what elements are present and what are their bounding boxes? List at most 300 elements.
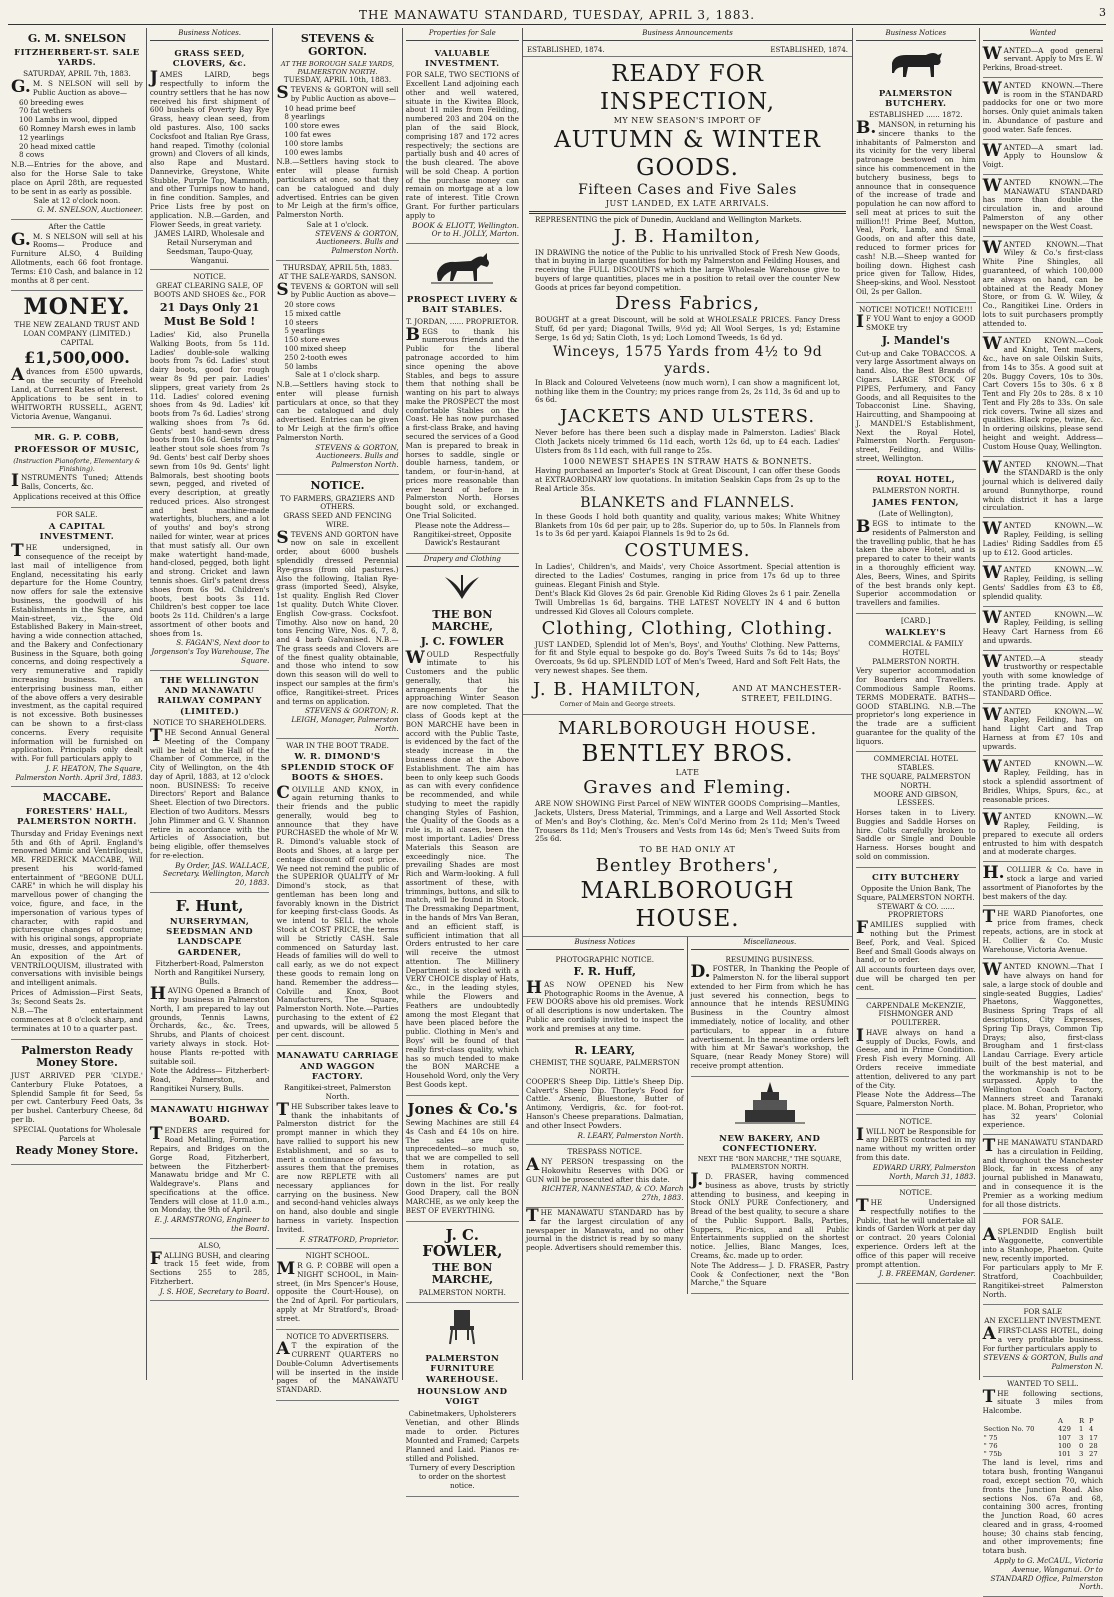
ad-body: J.D. FRASER, having commenced business as above, trusts by strictly attending to business, and keeping in Stock ONLY PURE Confectionery, and Bread of the best quality, to secure a share of the Public Support. Balls, Parties, Suppers, Pic-nics, and all Public Entertainments supplied on the shortest notice. Jellies, Blanc Manges, Ices, Creams, &c. made up to order. — [690, 1170, 850, 1261]
wanted-ad: WANTED KNOWN.—W. Rapley, Feilding, is prepared to execute all orders entrusted to him with despatch and at moderate charges. — [983, 810, 1103, 862]
venue-name: FORESTERS' HALL, PALMERSTON NORTH. — [17, 807, 137, 828]
ad-heading: CARPENDALE McKENZIE, — [866, 1000, 966, 1010]
ad-signature: EDWARD URRY, Palmerston North, March 31, 1883. — [872, 1162, 976, 1181]
ad-body: Venetian, and other Blinds made to order. Pictures Mounted and Framed; Carpets Planned and Laid. Pianos re-stilled and Polished. — [405, 1418, 520, 1463]
ad-mandel-tobacco — [856, 303, 976, 470]
ad-footer-name: J. B. HAMILTON, — [533, 678, 702, 700]
ad-laird-seeds — [150, 44, 270, 271]
sections-table — [983, 1417, 1103, 1458]
table-cell: 3 — [1079, 1433, 1084, 1442]
livestock-list — [276, 105, 398, 158]
ad-body: FAMILIES supplied with nothing but the Primest Beef, Pork, and Veal. Spiced Beef and Small Goods always on hand, or to order. — [856, 918, 976, 965]
ad-title: NOTICE TO SHAREHOLDERS. — [153, 718, 267, 728]
ad-hunt-nursery — [150, 893, 270, 1100]
list-item: 15 mixed cattle — [284, 308, 341, 318]
masthead — [0, 4, 1114, 26]
list-item: 5 yearlings — [284, 326, 325, 336]
ad-heading: NOTICE TO ADVERTISERS. — [286, 1331, 389, 1341]
ad-signature: STEVENS & GORTON, Auctioneers. Bulls and Palmerston North. — [315, 228, 399, 256]
ad-signature: For particulars apply to Mr F. Stratford, Coachbuilder, Rangitikei-street Palmerston North. — [982, 1263, 1104, 1299]
wanted-ad: WANTED KNOWN.—Cook and Knight, Tent makers, &c., have on sale Oilskin Suits, from 14s to 35s. A good suit at 20s. Buggy Covers, 10s to 30s. Cart Covers 15s to 30s. 6 x 8 Tent and Fly 20s to 28s. 8 x 10 Tent and Fly 28s to 33s. On sale rick covers. Twine all sizes and qualities. Black rope, twine, &c. In ordering oilskins, please send height and weight. Address—Custom House Quay, Wellington. — [983, 334, 1103, 456]
standard-notice: THE MANAWATU STANDARD has a circulation in Feilding, and throughout the Manchester Block, far in excess of any journal published in Manawatu, and in consequence it is the Premier as a working medium for all those districts. — [983, 1136, 1103, 1214]
table-cell: " 75 — [983, 1433, 998, 1442]
ad-footer-name: Bentley Brothers', — [595, 854, 780, 876]
ad-heading: ALSO, — [198, 1240, 221, 1250]
ad-highway-board — [150, 1100, 270, 1239]
ad-fowler-footer — [406, 1222, 519, 1303]
ad-signature: R. LEARY, Palmerston North. — [577, 1130, 684, 1140]
wanted-ad: WANTED KNOWN.—W. Rapley, Feilding, is selling Gents' Saddles from £3 to £8, splendid quality. — [983, 563, 1103, 606]
ad-night-school — [276, 1249, 398, 1329]
ad-body: B.MANSON, in returning his sincere thanks to the inhabitants of Palmerston and its vicinity for the very liberal patronage bestowed on him since his commencement in the butchery business, begs to announce that in consequence of the increase of trade and population he can now afford to sell meat at prices to suit the million!!! Prime Beef, Mutton, Veal, Pork, Lamb, and Small Goods, on and after this date, reduced to former prices for cash! N.B.—Sheep wanted for boiling down. Highest cash price given for Tallow, Hides, Sheep-skins, and Wool. Nesstoot Oil, 2s per Gallon. — [856, 118, 976, 296]
ad-title: NURSERYMAN, SEEDSMAN AND LANDSCAPE GARDENER, — [166, 916, 254, 958]
established-line — [523, 44, 852, 58]
table-header: P — [1089, 1417, 1094, 1425]
newspaper-title: THE MANAWATU STANDARD, TUESDAY, APRIL 3, 1883. — [358, 8, 756, 22]
ad-heading: Palmerston Ready Money Store. — [21, 1043, 133, 1070]
list-item: 10 head prime beef — [284, 103, 356, 113]
ad-former-name: Graves and Fleming. — [583, 777, 792, 799]
ad-subheading: (Instruction Pianoforte, Elementary & Finishing). — [13, 457, 141, 474]
table-cell: 429 — [1057, 1425, 1071, 1434]
wanted-ad: WANTED—A good general servant. Apply to Mrs E. W Perkins, Broad-street. — [983, 44, 1103, 78]
ad-section-title: COSTUMES. — [624, 540, 751, 562]
ad-subheading: CHEMIST, THE SQUARE, PALMERSTON NORTH. — [529, 1058, 680, 1077]
ad-stevens-gorton-borough — [276, 28, 398, 261]
ad-intro: STEVENS & GORTON will sell by Public Auction as above— — [276, 83, 399, 104]
ad-hotel-investment — [983, 1305, 1103, 1376]
ad-owner: J. Mandel's — [881, 334, 950, 347]
ad-footer: Ready Money Store. — [15, 1144, 139, 1158]
ad-note: Please Note the Address—The Square, Palmerston North. — [856, 1090, 976, 1109]
section-header: Business Announcements — [523, 28, 852, 41]
ad-boot-trade — [276, 739, 398, 1047]
ad-address: Rangitikei-street, Palmerston North. — [284, 1083, 392, 1102]
list-item: 150 store ewes — [284, 335, 340, 345]
ad-section-title: Winceys, 1575 Yards from 4½ to 9d yards. — [552, 343, 823, 377]
list-item: 12 yearlings — [19, 132, 64, 142]
wanted-ad: WANTED KNOWN.—W. Rapley, Feilding, has in stock a splendid assortment of Bridles, Whips, Spurs, &c., at reasonable prices. — [983, 757, 1103, 809]
ad-late: LATE — [675, 767, 700, 777]
ad-signature: J. S. HOE, Secretary to Board. — [159, 1286, 270, 1296]
ad-body: G.M. S NELSON will sell at his Rooms— Produce and Furniture ALSO, 4 Building Allotments, each 66 foot frontage. Terms: £10 Cash, and balance in 12 months at 8 per cent. — [11, 229, 143, 285]
ad-body: In Black and Coloured Velveteens (now much worn), I can show a magnificent lot, nothing like them in the Country; my prices range from 2s, 2s 11d, 3s 6d and up to 6s 6d. — [535, 377, 841, 405]
ad-signature: STEVENS & GORTON, Auctioneers. Bulls and Palmerston North. — [315, 442, 399, 470]
ad-heading: READY FOR INSPECTION, — [599, 61, 776, 116]
list-item: 70 fat wethers — [19, 106, 72, 116]
ad-body: Dent's Black Kid Gloves 2s 6d pair. Grenoble Kid Riding Gloves 2s 6 1 pair. Zenella Twill Umbrellas 1s 6d, bargains. THE LATEST NOVELTY IN 4 and 6 button undressed Kid Gloves all Colours complete. — [535, 589, 841, 616]
ad-money — [11, 291, 143, 427]
ad-heading: MONEY. — [23, 294, 131, 321]
bull-icon — [886, 47, 946, 81]
ad-place: AT THE SALE-YARDS, SANSON. — [278, 271, 397, 281]
page-number: 3 — [1099, 6, 1106, 19]
ad-body: Never before has there been such a display made in Palmerston. Ladies' Black Cloth Jackets nicely trimmed 6s 11d each, worth 12s 6d, up to £4 each. Ladies' Ulsters from 8s 11d each, with full range to 25s. — [535, 428, 841, 455]
ad-title: COMMERCIAL & FAMILY HOTEL — [868, 639, 964, 657]
ad-apply: Applications received at this Office — [13, 492, 141, 502]
ad-heading: NIGHT SCHOOL. — [305, 1251, 370, 1261]
section-header: Wanted — [983, 28, 1103, 41]
table-cell: " 75b — [983, 1450, 1002, 1459]
ad-heading: MANAWATU CARRIAGE AND WAGGON FACTORY. — [276, 1051, 399, 1082]
ad-section-title: BLANKETS and FLANNELS. — [580, 494, 795, 511]
wanted-ad: WANTED KNOWN.—That Wiley & Co.'s first-class White Pine Shingles, all guaranteed, of which 100,000 are always on hand, can be obtained at the Ready Money Store, or from G. W. Wiley, & Co., Rangitikei Line. Orders in lots to suit purchasers promptly attended to. — [983, 238, 1103, 334]
ad-note: Note the Address— Fitzherbert-Road, Palmerston, and Rangitikei Nursery, Bulls. — [149, 1066, 270, 1093]
list-item: 8 cows — [19, 150, 45, 160]
list-item: 100 store ewes — [284, 121, 340, 131]
ad-intro: THE following sections, situate 3 miles from Halcombe. — [982, 1386, 1104, 1416]
ad-body: ARE NOW SHOWING First Parcel of NEW WINTER GOODS Comprising—Mantles, Jackets, Ulsters, Dress Material, Trimmings, and a Large and Well Assorted Stock of Men's and Boy's Clothing, &c. Men's Col'd Merino from 2s 11d; Men's Tweed Trousers 8s 11d; Men's Trousers and Vests from 14s 6d; Men's Tweed Suits from 25s 6d. — [535, 799, 841, 844]
ad-body: Advances from £500 upwards, on the security of Freehold Land, at Current Rates of Interest. — [11, 365, 143, 394]
table-cell: 3 — [1079, 1450, 1084, 1459]
ad-notice-advertisers — [276, 1330, 398, 1401]
ad-heading: COMMERCIAL HOTEL STABLES. — [873, 754, 958, 773]
ad-body: Thursday and Friday Evenings next 5th and 6th of April. England's renowned Mimic and Ventriloquist, MR. FREDERICK MACCABE, Will present his world-famed entertainment of "BEGONE DULL CARE" in which he will display his marvellous power of changing the voice, figure, and face, in the impersonation of various types of character, with rapid and picturesque changes of costume; with his original songs, appropriate music, dresses, and appointments. An exposition of the Art of VENTRILOQUISM, illustrated with conversations with invisible beings and intelligent animals. — [11, 828, 143, 988]
ad-body: COLVILLE AND KNOX, in again returning thanks to their friends and the public generally, would beg to announce that they have PURCHASED the whole of Mr W. R. Dimond's valuable stock of Boots and Shoes, at a large per centage discount off cost price. We need not remind the public of the SUPERIOR QUALITY of Mr Dimond's stock, as that gentleman has been long and favorably known in the District for keeping first-class Goods. As we intend to SELL the whole Stock at COST PRICE, the terms will be Strictly CASH. Sale commenced on Saturday last. Heads of families will do well to call early, as we do not expect these goods to remain long on hand. Remember the address—Colville and Knox, Boot Manufacturers, The Square, Palmerston North. Note.—Parties purchasing to the extent of £2 and upwards, will be allowed 5 per cent. discount. — [276, 782, 399, 1040]
wedding-cake-icon — [725, 1080, 815, 1126]
horse-icon — [427, 247, 497, 287]
ad-valuable-investment — [406, 44, 519, 245]
ad-body: N.B.—Entries for the above, and also for the Horse Sale to take place on April 28th, are requested to be sent in as early as possible. — [11, 160, 143, 196]
ad-body: HAS NOW OPENED his New Photographic Rooms in the Avenue, A FEW DOORS above his old premises. Work of all descriptions is now undertaken. The Public are cordially invited to inspect the work and premises at any time. — [526, 977, 684, 1033]
ad-prospect-livery — [406, 290, 519, 554]
ad-owner: J. B. Hamilton, — [613, 225, 762, 247]
section-header: Business Notices — [856, 28, 976, 41]
ad-heading: PHOTOGRAPHIC NOTICE. — [555, 954, 655, 964]
ad-bon-marche — [406, 604, 519, 1096]
section-header: Business Notices — [526, 937, 684, 950]
ad-heading: STEVENS & GORTON. — [300, 32, 375, 58]
ad-body: IN DRAWING the notice of the Public to his unrivalled Stock of Fresh New Goods, that in buying in large quantities for both my Palmerston and Feilding Houses, and receiving the FULL DISCOUNTS which the large Wholesale Warehouse give to buyers of large quantities, places me in a position to retail over the counter New Goods at prices far beyond competition. — [535, 247, 841, 292]
ad-heading: NOTICE. — [310, 478, 365, 492]
ad-owner: F. R. Huff, — [573, 965, 636, 979]
ad-body: INSTRUMENTS Tuned; Attends Balls, Concerts, &c. — [11, 471, 143, 492]
ad-body: AT the expiration of the CURRENT QUARTERS no Double-Column Advertisements will be inserted in the inside pages of the MANAWATU STANDARD. — [276, 1339, 399, 1395]
ad-signature: Note The Address— J. D. FRASER, Pastry Cook & Confectioner, next the "Bon Marche," the Square — [690, 1260, 850, 1288]
ad-body: COOPER'S Sheep Dip. Little's Sheep Dip. Calvert's Sheep Dip. Thorley's Food for Cattle. Arsenic, Bluestone, Butter of Antimony, Verdigris, &c. for foot-rot. Hanson's Cheese preparations. Dalmatian, and other Insect Powders. — [526, 1076, 684, 1130]
ad-heading: PALMERSTON BUTCHERY. — [878, 88, 953, 109]
hamilton-footer — [529, 677, 846, 711]
crest-illustration — [406, 570, 519, 604]
ad-title: GREAT CLEARING SALE, OF BOOTS AND SHOES &c., FOR — [153, 281, 266, 299]
list-item: 20 store cows — [284, 300, 335, 310]
ad-subheading: AT THE BOROUGH SALE YARDS, PALMERSTON NORTH. — [280, 60, 395, 77]
ad-signature: Apply to G. McCAUL, Victoria Avenue, Wanganui. Or to STANDARD Office, Palmerston North. — [990, 1556, 1104, 1592]
company-name: THE NEW ZEALAND TRUST AND LOAN COMPANY (LIMITED.) — [14, 320, 140, 338]
livestock-list — [276, 301, 398, 371]
ad-marlborough-house — [523, 715, 852, 937]
list-item: 100 ewes lambs — [284, 147, 343, 157]
ad-note: SPECIAL Quotations for Wholesale Parcels at — [12, 1124, 141, 1143]
ad-body: Sewing Machines are still £4 4s Cash and £4 10s on hire. The sales are quite unprecedented—so much so, that we are compelled to sell them in rotation, as Customers' names are put down in the list. For really Good Drapery, call the BON MARCHE, as we only keep the BEST OF EVERYTHING. — [405, 1118, 520, 1215]
ad-trade: Cabinetmakers, Upholsterers — [408, 1408, 517, 1418]
list-item: 60 Romney Marsh ewes in lamb — [19, 124, 136, 134]
ad-subheading: FISHMONGER AND POULTERER. — [878, 1009, 954, 1028]
ad-signature: J. F. HEATON, The Square, Palmerston North. April 3rd, 1883. — [15, 763, 143, 782]
wanted-ad: WANTED KNOWN.—The MANAWATU STANDARD has more than double the circulation in, and around Palmerston of any other newspaper on the West Coast. — [983, 176, 1103, 237]
ad-subheading: FITZHERBERT-ST. SALE YARDS. — [14, 47, 140, 68]
ad-signature: RICHTER, NANNESTAD, & CO. March 27th, 1883. — [541, 1184, 684, 1203]
ad-heading: WAR IN THE BOOT TRADE. — [286, 740, 389, 750]
ad-heading: FOR SALE. — [56, 509, 98, 519]
table-cell: 1 — [1079, 1425, 1084, 1434]
column-7 — [853, 28, 980, 1380]
ad-subheading: After the Cattle — [48, 221, 106, 231]
column-4 — [403, 28, 523, 1490]
ad-heading: FOR SALE. — [1022, 1217, 1064, 1227]
ad-intro: STEVENS & GORTON will sell by Public Auction as above— — [276, 279, 399, 300]
collier-ad: H.COLLIER & Co. have in stock a large and varied assortment of Pianofortes by the best makers of the day. — [983, 863, 1103, 906]
ad-grass-seed-wire — [276, 475, 398, 739]
ad-apply: Applications to be sent in to WHITWORTH RUSSELL, AGENT, Victoria Avenue, Wanganui. — [11, 394, 143, 421]
ad-body: In Ladies', Children's, and Maids', very Choice Assortment. Special attention is directed to the Ladies' Costumes, ranging in price from 17s 6d up to three guineas. Elegant Finish and Style. — [535, 562, 841, 589]
table-cell: " 76 — [983, 1441, 998, 1450]
table-row — [983, 1442, 1103, 1450]
ad-heading: NOTICE. — [899, 1188, 933, 1198]
ad-heading: R. LEARY, — [574, 1043, 636, 1057]
ad-body: N.B.—Settlers having stock to enter will please furnish particulars at once, so that they can be catalogued and duly advertised. Entries can be given to Mr Leigh at the firm's office Palmerston North. — [276, 380, 399, 442]
ad-heading: NEW BAKERY, AND CONFECTIONERY. — [719, 1133, 821, 1155]
ad-body: AFIRST-CLASS HOTEL, doing a very profitable business. For further particulars apply to — [982, 1323, 1104, 1353]
ad-body: ANY PERSON trespassing on the Hokowhitu Reserves with DOG or GUN will be prosecuted after this date. — [526, 1155, 684, 1184]
ad-heading: MANAWATU HIGHWAY BOARD. — [150, 1104, 269, 1126]
wanted-ad: WANTED KNOWN.—W. Rapley, Feilding, is selling Ladies' Riding Saddles from £5 up to £12. Good articles. — [983, 519, 1103, 562]
ad-signature: E. J. ARMSTRONG, Engineer to the Board. — [154, 1215, 270, 1233]
ad-established: ESTABLISHED ...... 1872. — [868, 110, 963, 120]
ad-body: Ladies' Kid, also Prunella Walking Boots, from 5s 11d. Ladies' double-sole walking boots from 7s 6d. Ladies' stout dairy boots, good for rough wear 8s 9d per pair. Ladies' slippers, great variety from 2s 11d. Ladies' colored evening shoes from 4s 9d. Ladies' kit boots from 7s 6d. Ladies' strong walking shoes from 7s 6d. Gents' best hand-sewn dress boots from 10s 6d. Gents' strong leather stout sole shoes from 7s 9d. Gents' best calf Derby shoes sewn from 10s 9d. Gents' light Balmorals, best shooting boots sewn, pegged, and riveted of every description, at greatly reduced prices. Also strongest and best machine-made watertights, bluchers, and a lot of youths' and boy's strong nailed for winter, wear at prices that must satisfy all. Our own make watertight hand-made, hand-closed, pegged, both light and strong. Cricket and lawn tennis shoes. Girl's patent dress shoes from 6s 9d. Children's boots, best boots 3s 11d. Children's best copper toe lace boots 2s 11d. Children's a large assortment of other boots and shoes from 1s. — [149, 330, 270, 638]
ad-stevens-gorton-sanson — [276, 261, 398, 475]
section-header: Properties for Sale — [406, 28, 519, 41]
chair-illustration — [406, 1303, 519, 1349]
ad-mckenzie-fish — [856, 999, 976, 1115]
ad-signature: By Order, JAS. WALLACE, Secretary. Wellington, March 20, 1883. — [162, 860, 270, 888]
ad-address: PALMERSTON NORTH. — [872, 656, 960, 666]
column-5-lower — [523, 937, 688, 1294]
ad-heading: WALKLEY'S — [885, 627, 947, 638]
ad-time: Sale at 12 o'clock noon. — [33, 196, 121, 206]
ad-freeman-notice — [856, 1186, 976, 1284]
section-header: Business Notices. — [150, 28, 270, 41]
list-item: 100 fat ewes — [284, 130, 331, 140]
ad-body: IHAVE always on hand a supply of Ducks, Fowls, and Geese, and in Prime Condition. Fresh Fish every Morning. All Orders receive immediate attention, delivered to any part of the City. — [856, 1025, 976, 1090]
ad-heading: MACCABE. — [42, 791, 112, 805]
masthead-rule — [8, 24, 1106, 25]
ad-section-title: Dress Fabrics, — [615, 293, 760, 315]
ad-signature: BOOK & ELIOTT, Wellington. Or to H. JOLLY, Marton. — [412, 220, 520, 239]
ad-heading: MR. G. P. COBB, — [34, 432, 120, 443]
established-right: ESTABLISHED, 1874. — [770, 45, 849, 54]
list-item: 50 lambs — [284, 361, 318, 371]
ad-date: THURSDAY, APRIL 5th, 1883. — [282, 262, 393, 272]
ad-urry-notice — [856, 1115, 976, 1186]
ad-city-butchery — [856, 868, 976, 999]
ad-body: TENDERS are required for Road Metalling, Formation, Repairs, and Bridges on the Gorge Road, Fitzherbert, between the Fitzherbert-Manawatu bridge and Mr C. Waldegrave's. Plans and specifications at the office. Tenders will close at 11.0 a.m., on Monday, the 9th of April. — [149, 1124, 270, 1215]
ad-section-title: 1000 NEWEST SHAPES IN STRAW HATS & BONNETS. — [563, 456, 812, 466]
ad-address: Corner of Main and George streets. — [559, 699, 676, 708]
ad-cases: Fifteen Cases and Five Sales — [578, 182, 797, 198]
ad-owner: STEWART & CO. ...... PROPRIETORS — [877, 901, 955, 920]
bakery-illustration — [691, 1077, 850, 1129]
ad-body: STEVENS AND GORTON have now on sale in excellent order, about 6000 bushels splendidly dressed Perennial Rye-grass (from old pastures.) Also the following, Italian Rye-grass (imported Seed), Alsyke, 1st quality. English Red Clover 1st quality. Dutch White Clover. English Cow-grass. Cocksfoot. Timothy. Also now on hand, 20 tons Fencing Wire, Nos. 6, 7, 8, and 4 barb Galvanised. N.B.—The grass seeds and Clovers are of the finest quality obtainable, and those who intend to sow down this season will do well to inspect our samples at the firm's office, Rangitikei-street. Prices and terms on application. — [276, 527, 399, 706]
ad-heading: Jones & Co.'s — [407, 1099, 518, 1118]
ad-heading: TRESPASS NOTICE. — [567, 1147, 643, 1157]
ad-footer-title: MARLBOROUGH HOUSE. — [580, 877, 795, 932]
horse-illustration — [406, 244, 519, 290]
ad-heading: J. C. FOWLER, — [422, 1225, 503, 1261]
ad-cobb-music — [11, 428, 143, 508]
table-header: A — [1057, 1417, 1063, 1425]
ad-body: D.FOSTER, In Thanking the People of Palmerston N. for the liberal support extended to her Firm from which he has just severed his connection, begs to announce that he intends RESUMING Business in the Country almost immediately, notice of locality, and other particulars, to appear in a future advertisement. In the meantime orders left with him at Mr Sawar's workshop, the Square, (near Ready Money Store) will receive prompt attention. — [690, 962, 850, 1070]
list-item: 10 steers — [284, 317, 319, 327]
table-cell: 17 — [1089, 1433, 1098, 1442]
newspaper-columns — [8, 28, 1106, 1592]
ad-date: SATURDAY, APRIL 7th, 1883. — [23, 69, 131, 79]
ad-title: AUTUMN & WINTER GOODS. — [554, 126, 821, 181]
ad-heading: RESUMING BUSINESS. — [725, 954, 815, 964]
ad-title: PROFESSOR OF MUSIC, — [14, 445, 140, 456]
list-item: 100 Lambs in wool, dipped — [19, 115, 118, 125]
ad-body: In these Goods I hold both quantity and quality, various makes; White Whitney Blankets from 10s 6d per pair, up to 28s. Superior do, up to 50s. In Flannels from 1s to 3s 6d per yard. Kaiapoi Flannels 1s 9d to 2s 6d. — [535, 511, 841, 539]
capital-label: CAPITAL — [60, 337, 94, 347]
ad-title: TO FARMERS, GRAZIERS AND OTHERS. — [280, 493, 395, 512]
table-cell: 107 — [1057, 1433, 1071, 1442]
section-header: Miscellaneous. — [691, 937, 850, 950]
established-left: ESTABLISHED, 1874. — [527, 45, 605, 54]
section-header: Drapery and Clothing — [406, 554, 519, 567]
ad-falling-bush — [150, 1239, 270, 1302]
ad-intro: IF YOU Want to enjoy a GOOD SMOKE try — [856, 312, 976, 333]
ad-palmerston-butchery — [856, 84, 976, 303]
column-3 — [273, 28, 402, 1395]
lower-split — [523, 937, 852, 1294]
ad-proprietor: T. JORDAN, ...... PROPRIETOR. — [405, 316, 519, 326]
livestock-list — [11, 99, 143, 160]
ad-body: BEGS to intimate to the residents of Palmerston and the travelling public, that he has taken the above Hotel, and is prepared to cater to their wants in a thoroughly efficient way. Ales, Beers, Wines, and Spirits of the best brands only kept. Superior accommodation or travellers and families. — [856, 517, 976, 608]
ad-heading: VALUABLE INVESTMENT. — [424, 48, 500, 69]
ad-intro: G.M. S NELSON will sell by Public Auction as above— — [11, 77, 143, 98]
list-item: 250 2-tooth ewes — [284, 352, 348, 362]
list-item: 100 mixed sheep — [284, 344, 347, 353]
ad-section-title: Clothing, Clothing, Clothing. — [541, 617, 834, 639]
ad-address: Fitzherbert-Road, Palmerston North and Rangitikei Nursery, Bulls. — [154, 958, 265, 986]
table-cell: 28 — [1089, 1441, 1098, 1450]
ad-jones-sewing — [406, 1096, 519, 1222]
ad-owner: J. C. FOWLER — [420, 634, 504, 648]
ad-heading: FOR SALE — [1023, 1307, 1063, 1317]
list-item: 60 breeding ewes — [19, 97, 84, 107]
ad-title: W. R. DIMOND'S SPLENDID STOCK OF BOOTS & SHOES. — [280, 752, 395, 784]
ad-address: Please note the Address—Rangitikei-street, Opposite Dawick's Restaurant — [413, 520, 512, 548]
wanted-ad: WANTED—A smart lad. Apply to Hounslow & Voigt. — [983, 141, 1103, 175]
ad-heading: NOTICE. — [899, 1116, 933, 1126]
ad-title: BENTLEY BROS. — [581, 740, 794, 767]
wanted-ad: WANTED KNOWN.—That the STANDARD is the only journal which is delivered daily around Bunnythorpe, round which district it has a large circulation. — [983, 458, 1103, 519]
table-row — [983, 1434, 1103, 1442]
ad-carriage-factory — [276, 1046, 398, 1249]
wanted-ad: WANTED KNOWN.—W. Rapley, Feilding, has on hand Light Cart and Trap Harness at from £7 10s and upwards. — [983, 705, 1103, 757]
ad-heading: F. Hunt, — [175, 897, 244, 916]
ad-leary-chemist — [526, 1040, 684, 1146]
ad-signature: STEVENS & GORTON, Bulls and Palmerston N. — [983, 1353, 1104, 1372]
wanted-ad: WANTED.—A steady trustworthy or respectable youth with some knowledge of the printing trade. Apply at STANDARD Office. — [983, 652, 1103, 704]
ad-sections-sale — [983, 1377, 1103, 1597]
ad-body: N.B.—Settlers having stock to enter will please furnish particulars at once, so that they can be catalogued and duly advertised. Entries can be given to Mr Leigh at the firm's office, Palmerston North. — [276, 157, 399, 220]
ad-slogan: Must Be Sold ! — [164, 315, 256, 329]
ad-body: THE Subscriber takes leave to thank the inhabitants of Palmerston district for the prompt manner in which they have rallied to support his new Establishment, and so as to merit a continuance of favours, assures them that the premises are now REPLETE with all necessary appliances for carrying on the business. New and second-hand vehicles always on hand, also double and single harness in variety. Inspection Invited. — [276, 1099, 399, 1234]
table-cell: Section No. 70 — [983, 1425, 1035, 1434]
ad-time: Sale at 1 o'clock. — [306, 219, 369, 229]
pianos-ad: THE WARD Pianofortes, one price from frames, check repeats, actions, are in stock at H. Collier & Co. Music Warehouse, Victoria Avenue. — [983, 907, 1103, 959]
wanted-ad: WANTED KNOWN.—There is room in the STANDARD paddocks for one or two more horses. Only quiet animals taken in. Abundance of pasture and good water. Safe fences. — [983, 79, 1103, 140]
ad-subheading: GRASS SEED AND FENCING WIRE. — [283, 511, 392, 529]
ad-body: The land is level, rims and totara bush, fronting Wanganui road, except section 70, which fronts the Junction Road. Also sections Nos. 67a and 68, containing 300 acres, fronting the Junction Road, 60 acres cleared and in grass, 4-roomed house; 30 chains stab fencing, and other improvements; fine totara bush. — [982, 1458, 1104, 1556]
ad-note: Turnery of every Description to order on the shortest notice. — [409, 1463, 515, 1490]
table-cell: 101 — [1057, 1450, 1071, 1459]
ad-signature: JAMES LAIRD, Wholesale and Retail Nurseryman and Seedsman, Taupo-Quay, Wanganui. — [154, 229, 265, 265]
ad-note: TO BE HAD ONLY AT — [639, 845, 736, 855]
ad-body: JUST ARRIVED PER 'CLYDE.' Canterbury Fluke Potatoes, a Splendid Sample fit for Seed, 5s per cwt. Canterbury Feed Oats, 3s per bushel. Canterbury Cheese, 8d per lb. — [11, 1071, 143, 1124]
ad-owner: HOUNSLOW AND VOIGT — [417, 1386, 508, 1408]
ad-maccabe — [11, 787, 143, 1039]
ad-royal-hotel — [856, 470, 976, 614]
ad-ready-money-store — [11, 1040, 143, 1165]
ad-card-label: [CARD.] — [901, 615, 931, 625]
ad-heading: NOTICE. — [193, 272, 227, 282]
ad-heading: THE WELLINGTON AND MANAWATU RAILWAY COMPANY (LIMITED.) — [157, 675, 262, 717]
ad-snelson-rooms — [11, 220, 143, 291]
ad-heading: WANTED TO SELL. — [1007, 1378, 1079, 1388]
ad-body: Having purchased an Importer's Stock at Great Discount, I can offer these Goods at EXTRAORDINARY low quotations. In imitation Sealskin Caps from 2s up to the Real Article 35s. — [535, 466, 841, 493]
ad-owner: JAMES FENTON, — [872, 497, 959, 508]
ad-subheading: THE BON MARCHE, — [431, 1260, 493, 1287]
ad-date: TUESDAY, APRIL 10th, 1883. — [283, 75, 392, 85]
ad-body: THE undersigned, in consequence of the receipt by last mail of intelligence from England, necessitating his early departure for the Home Country, now offers for sale the extensive business, the goodwill of his Establishments in the Square, and Main-street, viz., the Old Established Bakery in Main-street, having a wide connection attached, and the Bakery and Confectionary Business in the Square, both going concerns, and doing respectively a very remunerative and rapidly increasing business. To an enterprising business man, either of the above offers a very desirable investment, as the capital required is not excessive. Both businesses can be shown to a first-class concerns. Every requisite information will be furnished on application. Principals only dealt with. For full particulars apply to — [11, 541, 143, 764]
column-6-lower — [688, 937, 853, 1294]
table-header-row — [983, 1417, 1103, 1425]
ad-heading: THE BON MARCHE, — [431, 607, 493, 634]
ad-body: FALLING BUSH, and clearing track 15 feet wide, from Sections 255 to 285, Fitzherbert. — [149, 1248, 270, 1286]
ad-body: Horses taken in to Livery. Buggies and Saddle Horses on hire. Colts carefully broken to Saddle or Single and Double Harness. Horses bought and sold on commission. — [856, 808, 976, 861]
ad-body: BEGS to thank his numerous friends and the Public for the liberal patronage accorded to him since opening the above Stables, and begs to assure them that nothing shall be wanting on his part to always make the PROSPECT the most comfortable Stables on the Coast. He has now purchased a first-class Brake, and having secured the services of a Good Man is prepared to break in horses to saddle, single or double harness, tandem, or tandem, or four-in-hand, at prices more reasonable than ever heard of before in Palmerston North. Horses bought sold, or exchanged. One Trial Solicited. — [405, 324, 520, 520]
ad-foster-resuming — [691, 953, 850, 1077]
ad-branch: AND AT MANCHESTER-STREET, FEILDING. — [732, 683, 842, 703]
ad-trespass — [526, 1145, 684, 1208]
table-cell: 27 — [1089, 1450, 1098, 1459]
ad-snelson-sale — [11, 28, 143, 220]
ad-time: Sale at 1 o'clock sharp. — [295, 370, 380, 380]
wanted-ad: WANTED KNOWN.—That I have always on hand for sale, a large stock of double and single-seated Buggies, Ladies' Phaetons, Waggonettes, Business Spring Traps of all descriptions, City Expresses, Spring Tip Drays, Common Tip Drays; also, first-class Brougham and 1 first-class Landau Carriage. Every article built of the best material, and the workmanship is not to be surpassed. Apply to the Wellington Coach Factory, Manners street and Taranaki place. M. Bohan, Proprietor, who has 32 years' Colonial experience. — [983, 960, 1103, 1135]
ad-signature: F. STRATFORD, Proprietor. — [299, 1234, 399, 1244]
ad-prices: Prices of Admission—First Seats, 3s; Second Seats 2s. — [11, 987, 143, 1006]
ad-address: THE SQUARE, PALMERSTON NORTH. — [860, 771, 971, 790]
list-item: 20 head mixed cattle — [19, 141, 96, 151]
ad-body: THE Undersigned respectfully notifies to the Public, that he will undertake all kinds of Garden Work at per day or contract. 20 years Colonial experience. Orders left at the office of this paper will receive prompt attention. — [856, 1196, 976, 1269]
ad-body: BOUGHT at a great Discount, will be sold at WHOLESALE PRICES. Fancy Dress Stuff, 6d per yard; Diagonal Twills, 9½d yd; All Wool Serges, 1s yd; Estamine Serge, 1s 6d yd; Satin Cloth, 1s yd; Loch Lomond Tweeds, 1s 6d yd. — [535, 315, 841, 342]
ad-signature: STEVENS & GORTON; R. LEIGH, Manager, Palmerston North. — [291, 706, 399, 733]
ad-body: IWILL NOT be Responsible for any DEBTS contracted in my name without my written order from this date. — [856, 1124, 976, 1163]
ad-body: Cut-up and Cake TOBACCOS. A very large Assortment always on hand. Also, the Best Brands of Cigars. LARGE STOCK OF PIPES, Perfumery, and Fancy Goods, and all Requisites to the Tobacconist Line. Shaving, Haircutting, and Shampooing at J. MANDEL'S Establishment, Next the Royal Hotel, Palmerston North. Ferguson-street, Feilding, and Willis-street, Wellington. — [856, 348, 976, 464]
ad-signature: S. FAGAN'S, Next door to Jorgenson's Toy Warehouse, The Square. — [151, 638, 270, 665]
ad-walkley-hotel — [856, 614, 976, 753]
ad-heading: PALMERSTON FURNITURE WAREHOUSE. — [425, 1353, 500, 1385]
feather-crest-icon — [437, 573, 487, 601]
ad-landed: JUST LANDED, EX LATE ARRIVALS. — [605, 199, 770, 209]
ad-body: FOR SALE, TWO SECTIONS of Excellent Land adjoining each other and well watered, situate in the Kiwitea Block, about 11 miles from Feilding, numbered 203 and 204 on the plan of the said Block, comprising 187 and 172 acres respectively; the sections are partially bush and 40 acres of the bush cleared. The above will be sold Cheap. A portion of the purchase money can remain on mortgage at a low rate of interest. Title Crown Grant. For further particulars apply to — [405, 70, 520, 220]
ad-title: AN EXCELLENT INVESTMENT. — [984, 1316, 1102, 1326]
ad-late: (Late of Wellington), — [878, 509, 954, 519]
ad-for-sale-heaton — [11, 508, 143, 788]
ad-heading: G. M. SNELSON — [27, 32, 127, 45]
